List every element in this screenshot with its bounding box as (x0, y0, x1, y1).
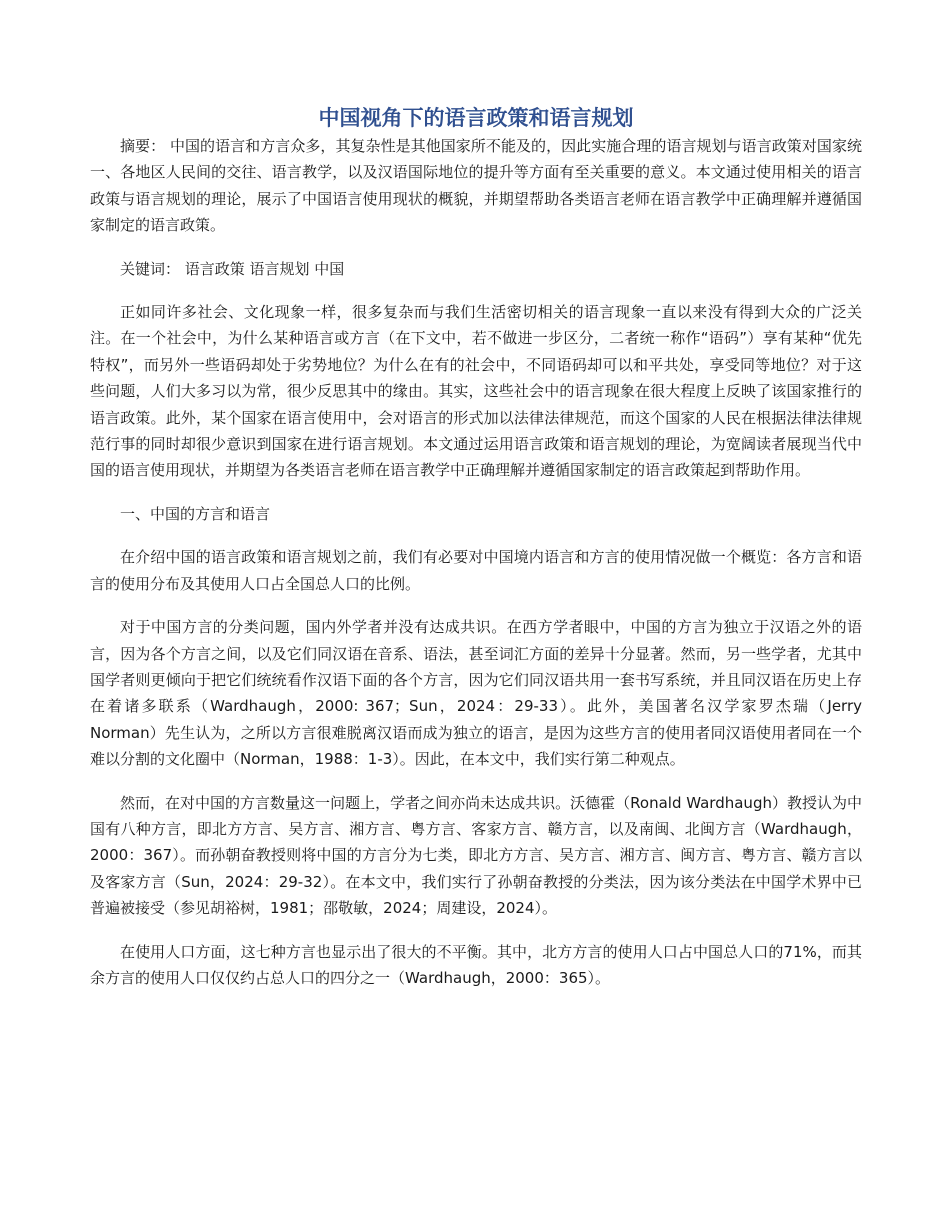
body-paragraph: 在使用人口方面，这七种方言也显示出了很大的不平衡。其中，北方方言的使用人口占中国总人口的71%，而其余方言的使用人口仅仅约占总人口的四分之一（Wardhaugh，2000：365）。 (90, 942, 862, 987)
keywords-line: 关键词： 语言政策 语言规划 中国 (120, 259, 345, 278)
body-paragraph: 在介绍中国的语言政策和语言规划之前，我们有必要对中国境内语言和方言的使用情况做一个概览：各方言和语言的使用分布及其使用人口占全国总人口的比例。 (90, 548, 862, 593)
body-paragraph: 然而，在对中国的方言数量这一问题上，学者之间亦尚未达成共识。沃德霍（Ronald Wardhaugh）教授认为中国有八种方言，即北方方言、吴方言、湘方言、粤方言、客家方言、赣方言，以及南闽、北闽方言（Wardhaugh，2000：367）。而孙朝奋教授则将中国的方言分为七类，即北方方言、吴方言、湘方言、闽方言、粤方言、赣方言以及客家方言（Sun，2024：29-32）。在本文中，我们实行了孙朝奋教授的分类法，因为该分类法在中国学术界中已普遍被接受（参见胡裕树，1981；邵敬敏，2024；周建设，2024）。 (90, 793, 862, 918)
body-paragraph: 正如同许多社会、文化现象一样，很多复杂而与我们生活密切相关的语言现象一直以来没有得到大众的广泛关注。在一个社会中，为什么某种语言或方言（在下文中，若不做进一步区分，二者统一称作“语码”）享有某种“优先特权”，而另外一些语码却处于劣势地位？为什么在有的社会中，不同语码却可以和平共处，享受同等地位？对于这些问题，人们大多习以为常，很少反思其中的缘由。其实，这些社会中的语言现象在很大程度上反映了该国家推行的语言政策。此外，某个国家在语言使用中，会对语言的形式加以法律法律规范，而这个国家的人民在根据法律法律规范行事的同时却很少意识到国家在进行语言规划。本文通过运用语言政策和语言规划的理论，为宽阔读者展现当代中国的语言使用现状，并期望为各类语言老师在语言教学中正确理解并遵循国家制定的语言政策起到帮助作用。 (90, 303, 862, 480)
abstract-paragraph: 摘要： 中国的语言和方言众多，其复杂性是其他国家所不能及的，因此实施合理的语言规划与语言政策对国家统一、各地区人民间的交往、语言教学，以及汉语国际地位的提升等方面有至关重要的意义。本文通过使用相关的语言政策与语言规划的理论，展示了中国语言使用现状的概貌，并期望帮助各类语言老师在语言教学中正确理解并遵循国家制定的语言政策。 (90, 137, 862, 235)
paper-title: 中国视角下的语言政策和语言规划 (318, 106, 634, 130)
body-paragraph: 对于中国方言的分类问题，国内外学者并没有达成共识。在西方学者眼中，中国的方言为独立于汉语之外的语言，因为各个方言之间，以及它们同汉语在音系、语法，甚至词汇方面的差异十分显著。然而，另一些学者，尤其中国学者则更倾向于把它们统统看作汉语下面的各个方言，因为它们同汉语共用一套书写系统，并且同汉语在历史上存在着诸多联系（Wardhaugh，2000: 367；Sun，2024：29-33）。此外，美国著名汉学家罗杰瑞（Jerry Norman）先生认为，之所以方言很难脱离汉语而成为独立的语言，是因为这些方言的使用者同汉语使用者同在一个难以分割的文化圈中（Norman，1988：1-3）。因此，在本文中，我们实行第二种观点。 (90, 618, 862, 769)
section-heading: 一、中国的方言和语言 (120, 504, 271, 523)
